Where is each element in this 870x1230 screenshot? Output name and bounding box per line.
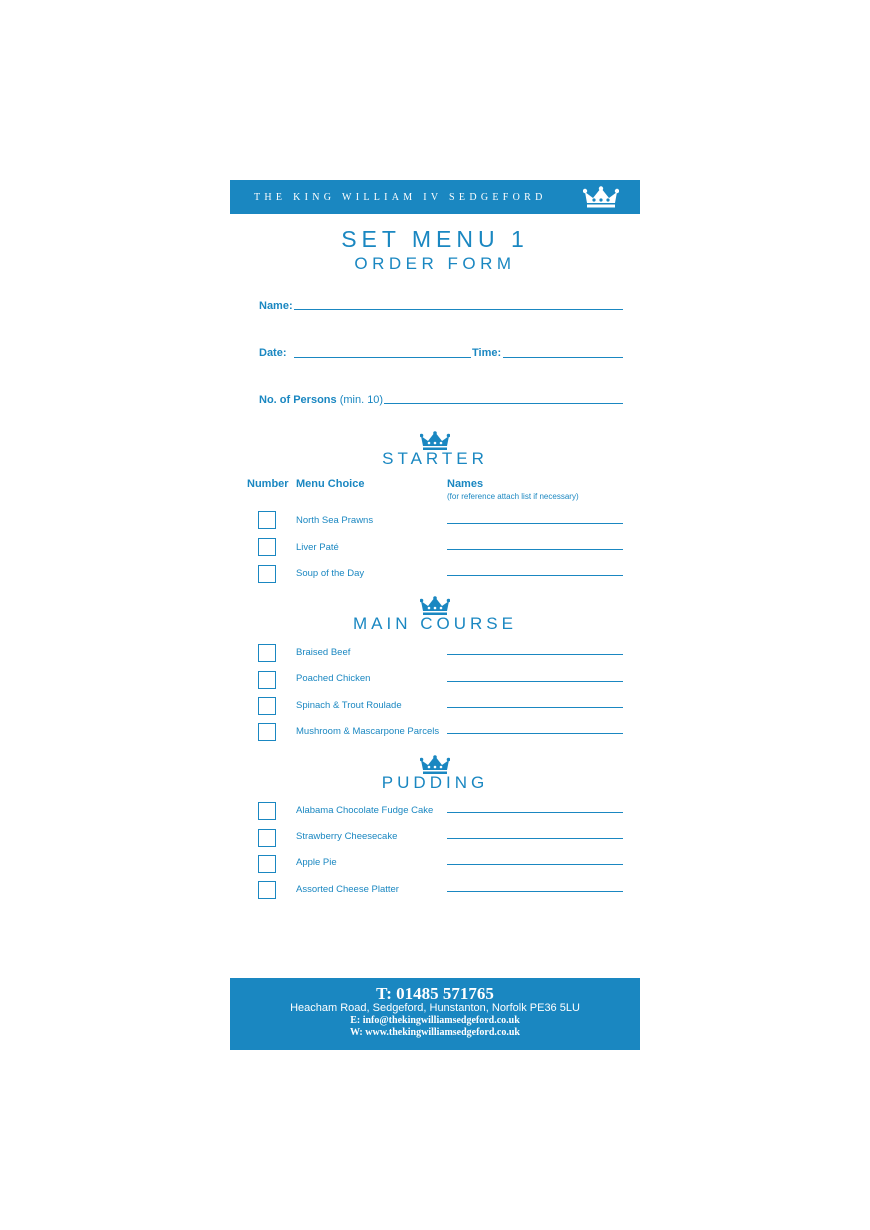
names-field[interactable]	[447, 549, 623, 550]
names-field[interactable]	[447, 864, 623, 865]
menu-item: Spinach & Trout Roulade	[296, 700, 402, 711]
main-quantity-box[interactable]	[258, 697, 276, 715]
menu-item: Liver Paté	[296, 542, 339, 553]
crown-icon	[420, 596, 450, 616]
menu-item: Poached Chicken	[296, 673, 371, 684]
pudding-quantity-box[interactable]	[258, 829, 276, 847]
menu-item: Mushroom & Mascarpone Parcels	[296, 726, 440, 737]
pudding-quantity-box[interactable]	[258, 855, 276, 873]
persons-field[interactable]	[384, 403, 623, 404]
names-field[interactable]	[447, 891, 623, 892]
persons-note: (min. 10)	[339, 394, 384, 406]
persons-label-group	[259, 394, 383, 406]
names-field[interactable]	[447, 575, 623, 576]
starter-quantity-box[interactable]	[258, 538, 276, 556]
pudding-heading: PUDDING	[381, 773, 489, 792]
names-column-header: Names	[447, 478, 484, 490]
menu-item: Soup of the Day	[296, 568, 365, 579]
pudding-quantity-box[interactable]	[258, 881, 276, 899]
starter-quantity-box[interactable]	[258, 565, 276, 583]
names-field[interactable]	[447, 654, 623, 655]
footer-website: W: www.thekingwilliamsedgeford.co.uk	[349, 1027, 520, 1038]
restaurant-name: THE KING WILLIAM IV SEDGEFORD	[254, 192, 547, 203]
starter-quantity-box[interactable]	[258, 511, 276, 529]
footer-email: E: info@thekingwilliamsedgeford.co.uk	[350, 1015, 520, 1026]
pudding-quantity-box[interactable]	[258, 802, 276, 820]
main-quantity-box[interactable]	[258, 671, 276, 689]
persons-label: No. of Persons	[259, 394, 337, 406]
menu-item: Assorted Cheese Platter	[296, 884, 399, 895]
page-subtitle: ORDER FORM	[354, 254, 516, 273]
footer-address: Heacham Road, Sedgeford, Hunstanton, Norfolk PE36 5LU	[290, 1002, 580, 1014]
main-course-heading: MAIN COURSE	[353, 614, 517, 633]
name-label: Name:	[259, 300, 293, 312]
crown-icon	[583, 186, 619, 208]
crown-icon	[420, 755, 450, 775]
names-field[interactable]	[447, 681, 623, 682]
starter-heading: STARTER	[382, 449, 488, 468]
name-field[interactable]	[294, 309, 623, 310]
page-title: SET MENU 1	[341, 226, 529, 252]
number-column-header: Number	[247, 478, 289, 490]
names-field[interactable]	[447, 733, 623, 734]
names-field[interactable]	[447, 523, 623, 524]
menu-item: North Sea Prawns	[296, 515, 374, 526]
names-column-note: (for reference attach list if necessary)	[447, 492, 579, 501]
time-label: Time:	[472, 347, 502, 359]
names-field[interactable]	[447, 812, 623, 813]
main-quantity-box[interactable]	[258, 723, 276, 741]
footer-phone: T: 01485 571765	[376, 984, 494, 1003]
names-field[interactable]	[447, 838, 623, 839]
footer-contact-bar	[230, 978, 640, 1050]
menu-choice-column-header: Menu Choice	[296, 478, 365, 490]
date-label: Date:	[259, 347, 287, 359]
menu-item: Apple Pie	[296, 857, 337, 868]
menu-item: Strawberry Cheesecake	[296, 831, 398, 842]
crown-icon	[420, 431, 450, 451]
menu-item: Braised Beef	[296, 647, 351, 658]
date-field[interactable]	[294, 357, 471, 358]
time-field[interactable]	[503, 357, 623, 358]
main-quantity-box[interactable]	[258, 644, 276, 662]
menu-item: Alabama Chocolate Fudge Cake	[296, 805, 434, 816]
names-field[interactable]	[447, 707, 623, 708]
